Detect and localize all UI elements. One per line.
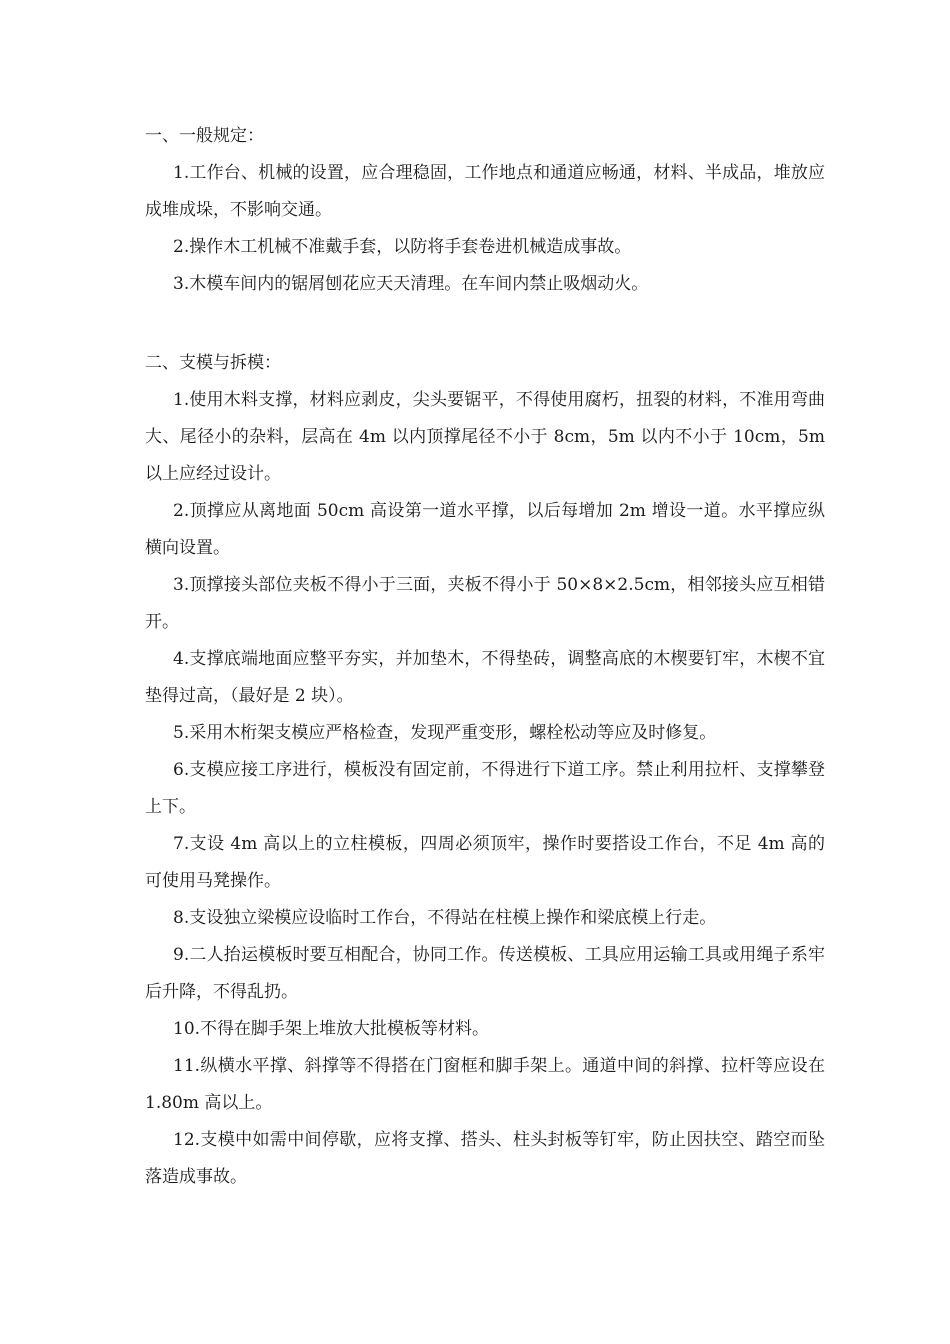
list-item: 2.操作木工机械不准戴手套，以防将手套卷进机械造成事故。: [173, 237, 632, 257]
section-formwork: [145, 345, 825, 1196]
list-item: 7.支设 4m 高以上的立柱模板，四周必须顶牢，操作时要搭设工作台，不足 4m 高的可使用马凳操作。: [145, 834, 825, 891]
list-item: 1.工作台、机械的设置，应合理稳固，工作地点和通道应畅通，材料、半成品，堆放应成堆成垛，不影响交通。: [145, 163, 825, 220]
list-item: 1.使用木料支撑，材料应剥皮，尖头要锯平，不得使用腐朽，扭裂的材料，不准用弯曲大、尾径小的杂料，层高在 4m 以内顶撑尾径不小于 8cm，5m 以内不小于 10cm，5m 以上应经过设计。: [145, 390, 825, 484]
document-body: [145, 118, 825, 1196]
list-item: 8.支设独立梁模应设临时工作台，不得站在柱模上操作和梁底模上行走。: [173, 908, 717, 928]
list-item: 5.采用木桁架支模应严格检查，发现严重变形，螺栓松动等应及时修复。: [173, 723, 717, 743]
list-item: 6.支模应接工序进行，模板没有固定前，不得进行下道工序。禁止利用拉杆、支撑攀登上下。: [145, 760, 825, 817]
section-heading: 二、支模与拆模：: [145, 353, 281, 373]
list-item: 10.不得在脚手架上堆放大批模板等材料。: [173, 1019, 490, 1039]
section-general-rules: [145, 118, 825, 303]
list-item: 3.木模车间内的锯屑刨花应天天清理。在车间内禁止吸烟动火。: [173, 274, 649, 294]
section-spacer: [145, 303, 825, 345]
section-heading: 一、一般规定：: [145, 126, 264, 146]
list-item: 11.纵横水平撑、斜撑等不得搭在门窗框和脚手架上。通道中间的斜撑、拉杆等应设在 1.80m 高以上。: [145, 1056, 825, 1113]
list-item: 2.顶撑应从离地面 50cm 高设第一道水平撑，以后每增加 2m 增设一道。水平撑应纵横向设置。: [145, 501, 825, 558]
list-item: 3.顶撑接头部位夹板不得小于三面，夹板不得小于 50×8×2.5cm，相邻接头应互相错开。: [145, 575, 825, 632]
list-item: 4.支撑底端地面应整平夯实，并加垫木，不得垫砖，调整高底的木楔要钉牢，木楔不宜垫得过高，（最好是 2 块）。: [145, 649, 825, 706]
list-item: 9.二人抬运模板时要互相配合，协同工作。传送模板、工具应用运输工具或用绳子系牢后升降，不得乱扔。: [145, 945, 825, 1002]
list-item: 12.支模中如需中间停歇，应将支撑、搭头、柱头封板等钉牢，防止因扶空、踏空而坠落造成事故。: [145, 1130, 825, 1187]
